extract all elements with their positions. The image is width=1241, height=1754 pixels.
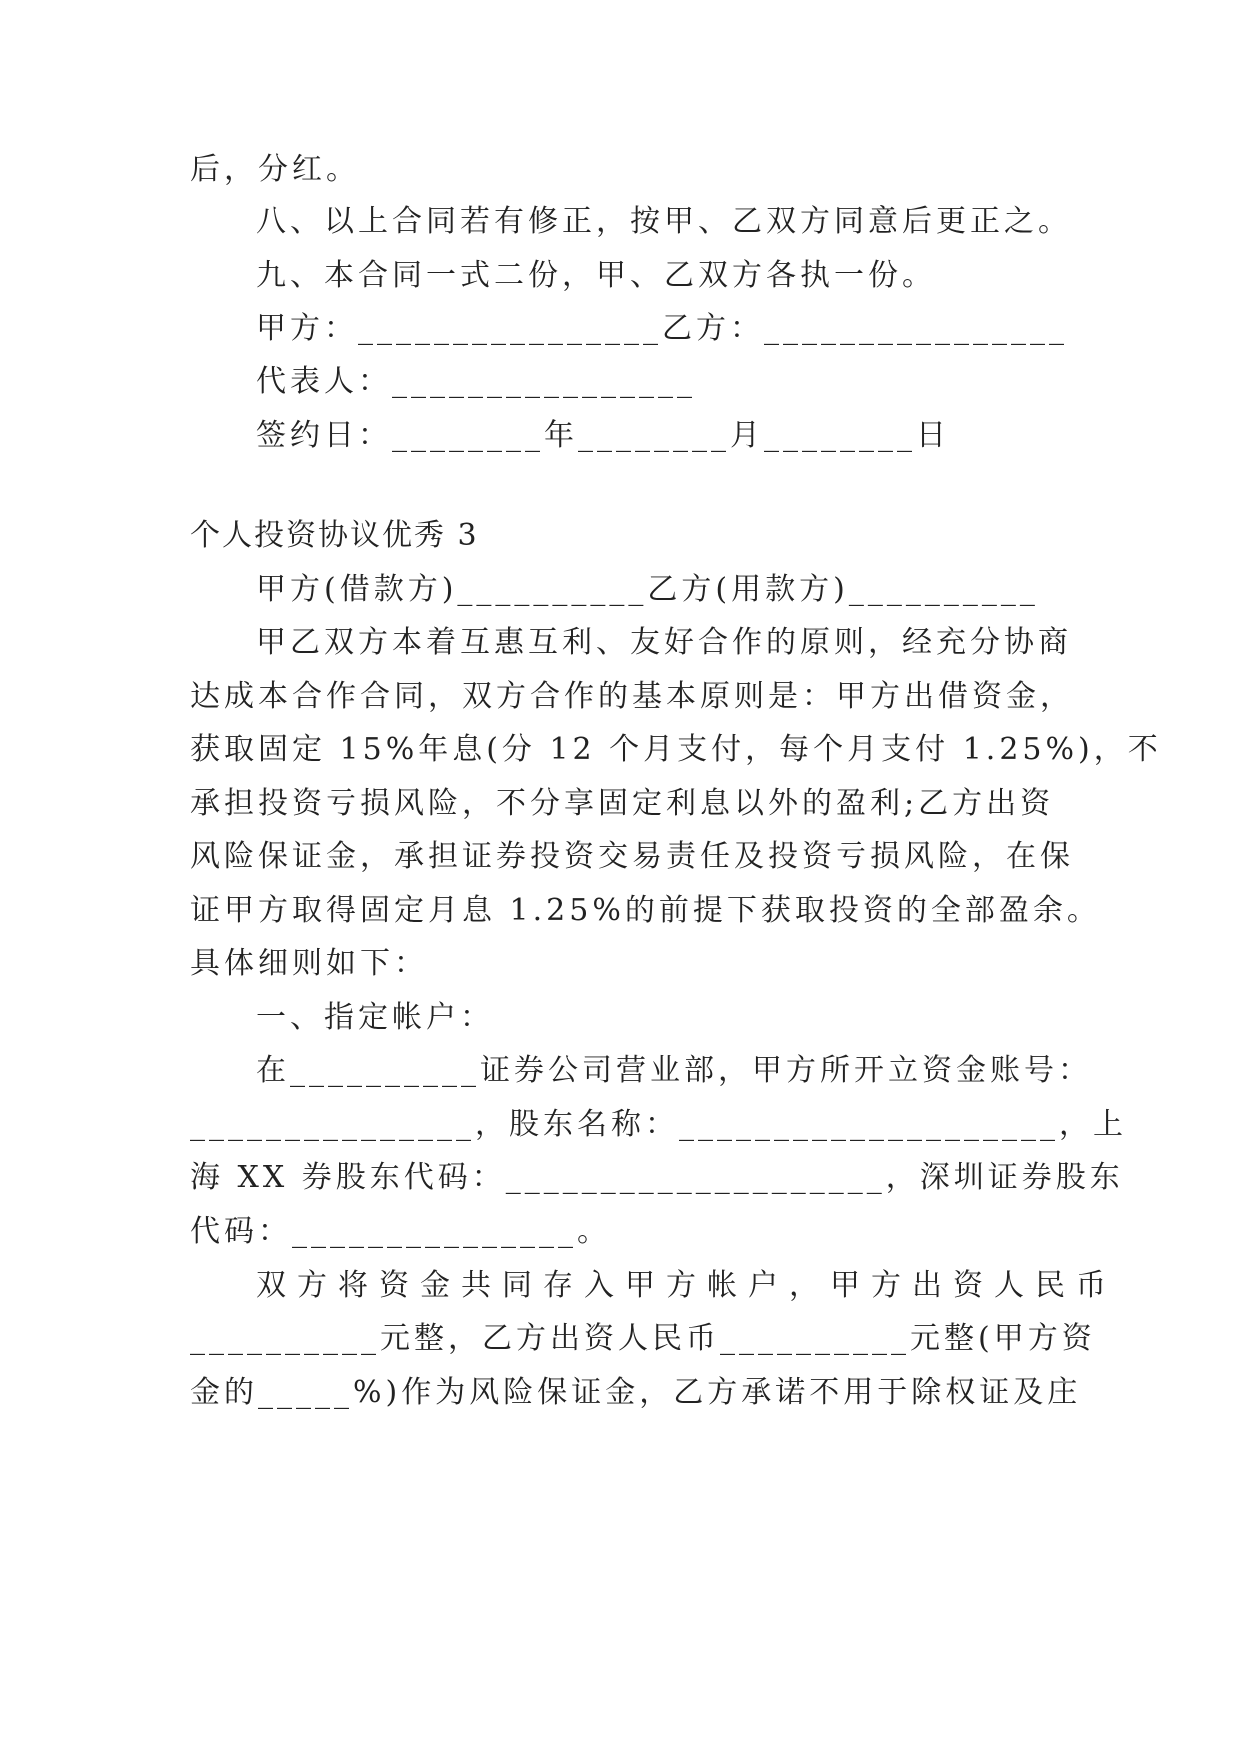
text-line: 金的_____%)作为风险保证金，乙方承诺不用于除权证及庄 <box>190 1375 1082 1410</box>
text-line: 代码：_______________。 <box>190 1214 611 1249</box>
text-line: 甲乙双方本着互惠互利、友好合作的原则，经充分协商 <box>256 625 1072 660</box>
text-line: 证甲方取得固定月息 1.25%的前提下获取投资的全部盈余。 <box>190 893 1101 928</box>
signature-line-parties: 甲方：________________乙方：________________ <box>256 311 1068 346</box>
text-line: _______________，股东名称：____________________，上 <box>190 1107 1127 1142</box>
text-line: 风险保证金，承担证券投资交易责任及投资亏损风险，在保 <box>190 839 1074 874</box>
text-line: 获取固定 15%年息(分 12 个月支付，每个月支付 1.25%)，不 <box>190 732 1162 767</box>
text-line: 双方将资金共同存入甲方帐户，甲方出资人民币 <box>256 1268 1117 1303</box>
text-line: 甲方(借款方)__________乙方(用款方)__________ <box>256 572 1039 607</box>
text-line: __________元整，乙方出资人民币__________元整(甲方资 <box>190 1321 1096 1356</box>
text-line: 承担投资亏损风险，不分享固定利息以外的盈利;乙方出资 <box>190 786 1055 821</box>
text-line: 海 XX 券股东代码：____________________，深圳证券股东 <box>190 1160 1124 1195</box>
text-line: 一、指定帐户： <box>256 1000 494 1035</box>
text-line: 达成本合作合同，双方合作的基本原则是：甲方出借资金， <box>190 679 1074 714</box>
text-line: 八、以上合同若有修正，按甲、乙双方同意后更正之。 <box>256 204 1072 239</box>
signature-line-representative: 代表人：________________ <box>256 364 696 399</box>
text-line: 在__________证券公司营业部，甲方所开立资金账号： <box>256 1053 1092 1088</box>
section-title: 个人投资协议优秀 3 <box>190 518 479 553</box>
text-line: 九、本合同一式二份，甲、乙双方各执一份。 <box>256 258 936 293</box>
signature-line-date: 签约日：________年________月________日 <box>256 418 950 453</box>
text-line: 具体细则如下： <box>190 946 428 981</box>
text-line: 后，分红。 <box>190 152 360 187</box>
